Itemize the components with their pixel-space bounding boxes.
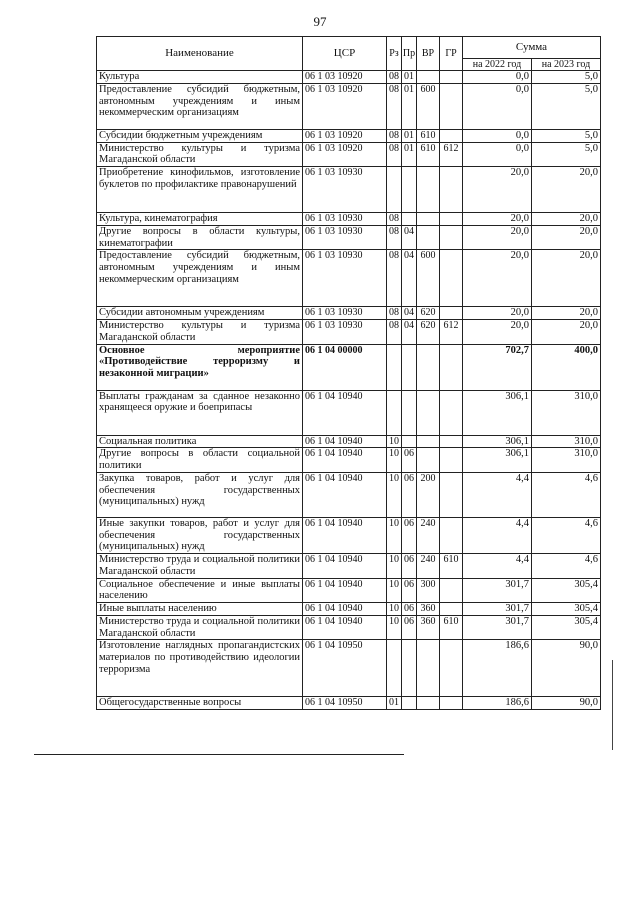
table-row: [97, 307, 601, 320]
row-amount-2022: 4,4: [463, 472, 532, 517]
row-pr: 06: [402, 448, 417, 473]
row-amount-2022: 0,0: [463, 142, 532, 167]
row-amount-2023: 4,6: [532, 472, 601, 517]
row-amount-2022: 20,0: [463, 213, 532, 226]
row-amount-2022: 306,1: [463, 435, 532, 448]
row-vr: [417, 225, 440, 250]
header-vr: ВР: [417, 37, 440, 71]
row-amount-2023: 5,0: [532, 142, 601, 167]
row-pr: [402, 344, 417, 390]
row-amount-2022: 4,4: [463, 554, 532, 579]
row-rz: 10: [387, 517, 402, 553]
row-pr: 06: [402, 603, 417, 616]
row-amount-2022: 20,0: [463, 225, 532, 250]
row-pr: [402, 390, 417, 435]
header-sum: Сумма: [463, 37, 601, 59]
row-name: Предоставление субсидий бюджетным, автономным учреждениям и иным некоммерческим организациям: [97, 83, 303, 129]
table-row: [97, 213, 601, 226]
row-name: Субсидии бюджетным учреждениям: [97, 129, 303, 142]
row-name: Выплаты гражданам за сданное незаконно хранящееся оружие и боеприпасы: [97, 390, 303, 435]
header-year-2023: на 2023 год: [532, 59, 601, 71]
row-name: Общегосударственные вопросы: [97, 697, 303, 710]
row-pr: [402, 697, 417, 710]
table-row: [97, 517, 601, 553]
row-gr: [440, 83, 463, 129]
row-amount-2023: 4,6: [532, 554, 601, 579]
row-csr: 06 1 03 10930: [303, 320, 387, 345]
row-csr: 06 1 04 10940: [303, 448, 387, 473]
header-rz: Рз: [387, 37, 402, 71]
table-row: [97, 142, 601, 167]
row-gr: 610: [440, 554, 463, 579]
row-amount-2023: 310,0: [532, 435, 601, 448]
row-pr: 01: [402, 71, 417, 84]
row-rz: [387, 640, 402, 697]
row-amount-2022: 306,1: [463, 448, 532, 473]
row-amount-2022: 20,0: [463, 307, 532, 320]
row-pr: [402, 213, 417, 226]
row-amount-2022: 20,0: [463, 320, 532, 345]
row-amount-2022: 186,6: [463, 640, 532, 697]
row-pr: 04: [402, 320, 417, 345]
row-name: Закупка товаров, работ и услуг для обеспечения государственных (муниципальных) нужд: [97, 472, 303, 517]
row-vr: [417, 448, 440, 473]
row-vr: 600: [417, 250, 440, 307]
table-row: [97, 448, 601, 473]
row-pr: 06: [402, 472, 417, 517]
row-amount-2023: 20,0: [532, 213, 601, 226]
row-rz: [387, 390, 402, 435]
row-rz: 01: [387, 697, 402, 710]
table-row: [97, 71, 601, 84]
row-amount-2023: 20,0: [532, 225, 601, 250]
row-gr: [440, 307, 463, 320]
row-gr: [440, 517, 463, 553]
row-csr: 06 1 04 10940: [303, 554, 387, 579]
row-amount-2022: 186,6: [463, 697, 532, 710]
row-vr: 610: [417, 142, 440, 167]
row-gr: [440, 435, 463, 448]
row-gr: [440, 129, 463, 142]
row-csr: 06 1 04 10940: [303, 517, 387, 553]
table-row: [97, 615, 601, 640]
row-name: Министерство культуры и туризма Магаданской области: [97, 142, 303, 167]
row-amount-2022: 20,0: [463, 250, 532, 307]
row-vr: 240: [417, 554, 440, 579]
page-number: 97: [313, 14, 327, 29]
row-csr: 06 1 04 10940: [303, 390, 387, 435]
table-row: [97, 250, 601, 307]
row-csr: 06 1 03 10920: [303, 129, 387, 142]
row-amount-2022: 0,0: [463, 71, 532, 84]
row-rz: 10: [387, 578, 402, 603]
row-csr: 06 1 04 10950: [303, 697, 387, 710]
header-pr: Пр: [402, 37, 417, 71]
row-csr: 06 1 03 10930: [303, 213, 387, 226]
row-amount-2023: 310,0: [532, 448, 601, 473]
row-rz: 10: [387, 472, 402, 517]
row-pr: 04: [402, 250, 417, 307]
row-pr: [402, 640, 417, 697]
row-pr: 01: [402, 83, 417, 129]
table-row: [97, 390, 601, 435]
row-rz: [387, 167, 402, 213]
table-row: [97, 640, 601, 697]
row-rz: 08: [387, 129, 402, 142]
row-vr: [417, 390, 440, 435]
row-amount-2023: 5,0: [532, 129, 601, 142]
row-name: Министерство труда и социальной политики Магаданской области: [97, 615, 303, 640]
row-amount-2023: 5,0: [532, 83, 601, 129]
row-rz: 10: [387, 615, 402, 640]
row-csr: 06 1 03 10930: [303, 307, 387, 320]
row-gr: [440, 697, 463, 710]
row-pr: 06: [402, 578, 417, 603]
row-pr: [402, 435, 417, 448]
row-vr: 360: [417, 603, 440, 616]
row-name: Министерство труда и социальной политики Магаданской области: [97, 554, 303, 579]
header-row: [97, 37, 601, 59]
row-pr: 06: [402, 554, 417, 579]
row-rz: 08: [387, 213, 402, 226]
header-year-2022: на 2022 год: [463, 59, 532, 71]
header-gr: ГР: [440, 37, 463, 71]
row-gr: [440, 344, 463, 390]
row-gr: 610: [440, 615, 463, 640]
row-amount-2023: 20,0: [532, 307, 601, 320]
row-name: Социальная политика: [97, 435, 303, 448]
row-amount-2023: 5,0: [532, 71, 601, 84]
row-name: Приобретение кинофильмов, изготовление буклетов по профилактике правонарушений: [97, 167, 303, 213]
row-amount-2022: 0,0: [463, 129, 532, 142]
row-vr: 240: [417, 517, 440, 553]
row-name: Иные закупки товаров, работ и услуг для обеспечения государственных (муниципальных) нужд: [97, 517, 303, 553]
row-gr: 612: [440, 142, 463, 167]
row-amount-2022: 0,0: [463, 83, 532, 129]
row-name: Основное мероприятие «Противодействие терроризму и незаконной миграции»: [97, 344, 303, 390]
row-gr: [440, 472, 463, 517]
row-name: Предоставление субсидий бюджетным, автономным учреждениям и иным некоммерческим организациям: [97, 250, 303, 307]
row-amount-2023: 400,0: [532, 344, 601, 390]
row-gr: [440, 448, 463, 473]
row-amount-2022: 702,7: [463, 344, 532, 390]
margin-mark: [612, 660, 613, 750]
row-csr: 06 1 04 00000: [303, 344, 387, 390]
row-pr: 01: [402, 129, 417, 142]
row-gr: [440, 603, 463, 616]
row-rz: [387, 344, 402, 390]
row-rz: 08: [387, 142, 402, 167]
row-vr: 360: [417, 615, 440, 640]
row-amount-2023: 90,0: [532, 697, 601, 710]
row-pr: 06: [402, 517, 417, 553]
table-row: [97, 578, 601, 603]
row-amount-2023: 20,0: [532, 167, 601, 213]
row-vr: [417, 640, 440, 697]
row-rz: 10: [387, 554, 402, 579]
footer-rule: [34, 754, 404, 755]
header-csr: ЦСР: [303, 37, 387, 71]
row-csr: 06 1 03 10920: [303, 142, 387, 167]
row-amount-2022: 301,7: [463, 615, 532, 640]
row-pr: 04: [402, 307, 417, 320]
row-pr: 06: [402, 615, 417, 640]
table-row: [97, 320, 601, 345]
row-amount-2022: 20,0: [463, 167, 532, 213]
row-name: Культура: [97, 71, 303, 84]
row-amount-2022: 301,7: [463, 603, 532, 616]
row-vr: 610: [417, 129, 440, 142]
row-rz: 08: [387, 307, 402, 320]
row-csr: 06 1 03 10930: [303, 167, 387, 213]
row-amount-2023: 305,4: [532, 578, 601, 603]
row-csr: 06 1 03 10930: [303, 225, 387, 250]
row-csr: 06 1 04 10940: [303, 603, 387, 616]
table-row: [97, 554, 601, 579]
row-gr: [440, 578, 463, 603]
row-rz: 10: [387, 435, 402, 448]
table-row: [97, 225, 601, 250]
row-name: Социальное обеспечение и иные выплаты населению: [97, 578, 303, 603]
row-name: Иные выплаты населению: [97, 603, 303, 616]
row-vr: 200: [417, 472, 440, 517]
row-vr: 620: [417, 307, 440, 320]
row-name: Изготовление наглядных пропагандистских материалов по противодействию идеологии терроризма: [97, 640, 303, 697]
row-amount-2023: 4,6: [532, 517, 601, 553]
row-amount-2023: 305,4: [532, 603, 601, 616]
row-amount-2023: 90,0: [532, 640, 601, 697]
table-row: [97, 603, 601, 616]
table-row: [97, 344, 601, 390]
row-rz: 08: [387, 320, 402, 345]
row-rz: 08: [387, 250, 402, 307]
row-pr: 04: [402, 225, 417, 250]
table-body: [97, 71, 601, 710]
row-amount-2022: 306,1: [463, 390, 532, 435]
row-vr: [417, 167, 440, 213]
table-row: [97, 472, 601, 517]
row-gr: [440, 213, 463, 226]
row-csr: 06 1 03 10920: [303, 83, 387, 129]
row-amount-2022: 301,7: [463, 578, 532, 603]
row-rz: 08: [387, 225, 402, 250]
row-name: Субсидии автономным учреждениям: [97, 307, 303, 320]
table-row: [97, 129, 601, 142]
row-pr: 01: [402, 142, 417, 167]
row-csr: 06 1 04 10950: [303, 640, 387, 697]
row-amount-2023: 20,0: [532, 250, 601, 307]
row-pr: [402, 167, 417, 213]
row-amount-2022: 4,4: [463, 517, 532, 553]
row-vr: [417, 71, 440, 84]
row-csr: 06 1 03 10930: [303, 250, 387, 307]
table-row: [97, 83, 601, 129]
row-gr: [440, 225, 463, 250]
row-csr: 06 1 04 10940: [303, 578, 387, 603]
header-name: Наименование: [97, 37, 303, 71]
row-vr: 620: [417, 320, 440, 345]
row-name: Другие вопросы в области социальной политики: [97, 448, 303, 473]
row-vr: [417, 344, 440, 390]
row-csr: 06 1 04 10940: [303, 472, 387, 517]
row-vr: [417, 213, 440, 226]
row-amount-2023: 20,0: [532, 320, 601, 345]
row-amount-2023: 310,0: [532, 390, 601, 435]
row-gr: [440, 71, 463, 84]
row-name: Культура, кинематография: [97, 213, 303, 226]
table-row: [97, 167, 601, 213]
row-rz: 10: [387, 448, 402, 473]
table-row: [97, 697, 601, 710]
row-amount-2023: 305,4: [532, 615, 601, 640]
row-csr: 06 1 04 10940: [303, 435, 387, 448]
row-rz: 08: [387, 71, 402, 84]
row-vr: 300: [417, 578, 440, 603]
row-gr: [440, 250, 463, 307]
row-vr: [417, 697, 440, 710]
row-name: Другие вопросы в области культуры, кинематографии: [97, 225, 303, 250]
row-rz: 10: [387, 603, 402, 616]
row-rz: 08: [387, 83, 402, 129]
row-gr: 612: [440, 320, 463, 345]
row-vr: [417, 435, 440, 448]
row-csr: 06 1 04 10940: [303, 615, 387, 640]
row-gr: [440, 640, 463, 697]
row-vr: 600: [417, 83, 440, 129]
row-gr: [440, 167, 463, 213]
row-gr: [440, 390, 463, 435]
budget-table: [96, 36, 601, 710]
row-name: Министерство культуры и туризма Магаданской области: [97, 320, 303, 345]
table-row: [97, 435, 601, 448]
row-csr: 06 1 03 10920: [303, 71, 387, 84]
